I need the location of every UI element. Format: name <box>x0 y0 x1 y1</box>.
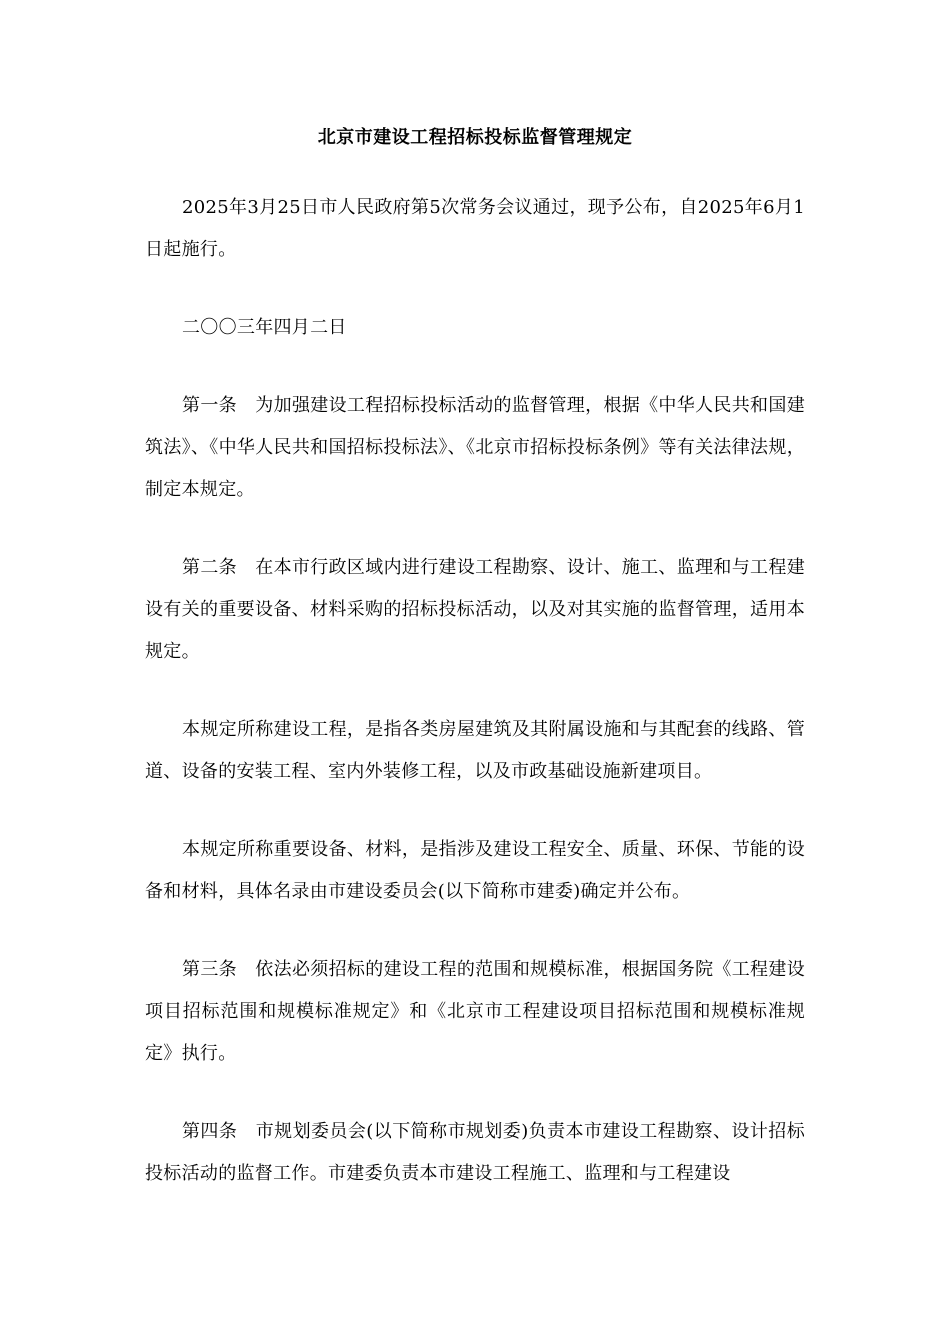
paragraph-promulgation: 2025年3月25日市人民政府第5次常务会议通过，现予公布，自2025年6月1日起施行。 <box>145 197 805 260</box>
paragraph-article-2-definition-construction: 本规定所称建设工程，是指各类房屋建筑及其附属设施和与其配套的线路、管道、设备的安装工程、室内外装修工程，以及市政基础设施新建项目。 <box>145 719 805 782</box>
document-title: 北京市建设工程招标投标监督管理规定 <box>317 127 633 148</box>
paragraph-article-2-definition-equipment: 本规定所称重要设备、材料，是指涉及建设工程安全、质量、环保、节能的设备和材料，具体名录由市建设委员会(以下简称市建委)确定并公布。 <box>145 839 805 902</box>
paragraph-article-4: 第四条 市规划委员会(以下简称市规划委)负责本市建设工程勘察、设计招标投标活动的监督工作。市建委负责本市建设工程施工、监理和与工程建设 <box>145 1121 805 1184</box>
paragraph-article-2: 第二条 在本市行政区域内进行建设工程勘察、设计、施工、监理和与工程建设有关的重要设备、材料采购的招标投标活动，以及对其实施的监督管理，适用本规定。 <box>145 557 805 662</box>
document-body <box>145 187 805 1231</box>
paragraph-date: 二〇〇三年四月二日 <box>182 317 347 338</box>
paragraph-article-3: 第三条 依法必须招标的建设工程的范围和规模标准，根据国务院《工程建设项目招标范围和规模标准规定》和《北京市工程建设项目招标范围和规模标准规定》执行。 <box>145 959 805 1064</box>
paragraph-article-1: 第一条 为加强建设工程招标投标活动的监督管理，根据《中华人民共和国建筑法》、《中华人民共和国招标投标法》、《北京市招标投标条例》等有关法律法规，制定本规定。 <box>145 395 805 500</box>
